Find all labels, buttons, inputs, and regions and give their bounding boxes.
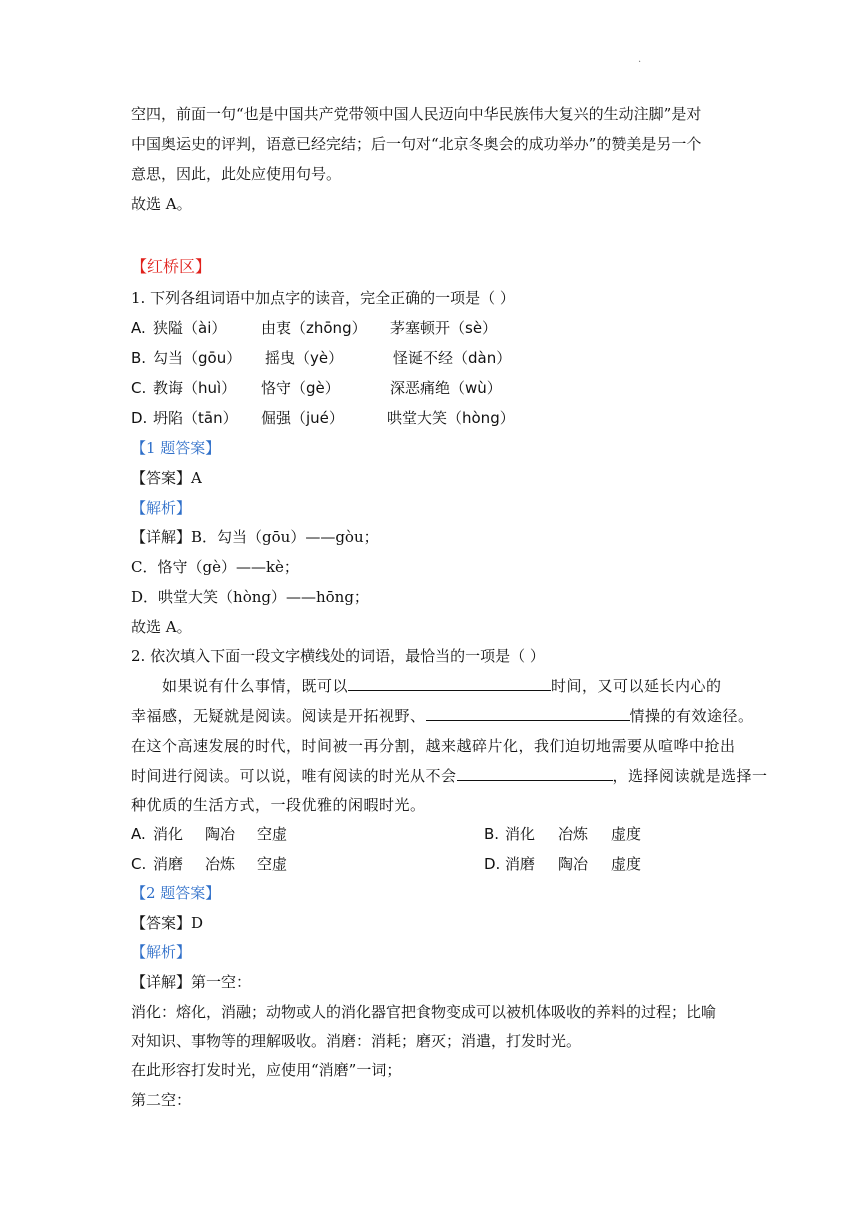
q2-answer: 【答案】D: [131, 914, 204, 932]
option-word-3: 深恶痛绝（wù）: [390, 379, 502, 397]
option-word-2: 倔强（jué）: [261, 409, 344, 427]
q2-option-d: [484, 854, 642, 874]
option-word-3: 茅塞顿开（sè）: [390, 319, 498, 337]
q2-explanation-2: 对知识、事物等的理解吸收。消磨：消耗；磨灭；消遣，打发时光。: [131, 1032, 582, 1050]
q1-detail-3: D．哄堂大笑（hòng）——hōng；: [131, 588, 369, 606]
option-word-1: 消化: [153, 825, 184, 843]
option-letter: D.: [131, 409, 148, 427]
option-word-2: 陶冶: [558, 855, 589, 873]
intro-line-1: 空四，前面一句“也是中国共产党带领中国人民迈向中华民族伟大复兴的生动注脚”是对: [131, 105, 702, 123]
option-letter: D.: [484, 855, 501, 873]
option-word-2: 摇曳（yè）: [265, 349, 344, 367]
header-mark: .: [638, 54, 642, 65]
option-word-2: 冶炼: [558, 825, 589, 843]
option-word-2: 冶炼: [205, 855, 236, 873]
option-word-1: 消化: [505, 825, 536, 843]
option-letter: B.: [484, 825, 500, 843]
q2-passage-line-2: [131, 706, 754, 726]
q2-passage-line-5: 种优质的生活方式，一段优雅的闲暇时光。: [131, 796, 426, 814]
blank-2: [426, 706, 630, 721]
q2-second-blank: 第二空：: [131, 1091, 192, 1109]
option-word-2: 陶冶: [205, 825, 236, 843]
option-word-1: 消磨: [505, 855, 536, 873]
option-word-1: 教诲（huì）: [153, 379, 237, 397]
passage-text: 幸福感，无疑就是阅读。阅读是开拓视野、: [131, 707, 426, 725]
q2-explanation-1: 消化：熔化，消融；动物或人的消化器官把食物变成可以被机体吸收的养料的过程；比喻: [131, 1003, 717, 1021]
option-word-2: 恪守（gè）: [261, 379, 340, 397]
q2-passage-line-1: [162, 676, 722, 696]
q2-answer-tag: 【2 题答案】: [131, 884, 221, 902]
passage-text: 时间，又可以延长内心的: [551, 677, 722, 695]
passage-text: 如果说有什么事情，既可以: [162, 677, 349, 695]
option-letter: C.: [131, 855, 147, 873]
q2-detail-head: 【详解】第一空：: [131, 973, 252, 991]
option-word-3: 虚度: [611, 825, 642, 843]
q1-stem: 1. 下列各组词语中加点字的读音，完全正确的一项是（ ）: [131, 289, 515, 307]
option-word-3: 怪诞不经（dàn）: [393, 349, 512, 367]
q1-answer-tag: 【1 题答案】: [131, 439, 221, 457]
passage-text: 时间进行阅读。可以说，唯有阅读的时光从不会: [131, 767, 457, 785]
q1-option-a: [131, 318, 498, 338]
intro-line-3: 意思，因此，此处应使用句号。: [131, 165, 342, 183]
option-word-3: 虚度: [611, 855, 642, 873]
q2-option-a: [131, 824, 288, 844]
q2-option-b: [484, 824, 642, 844]
option-word-3: 哄堂大笑（hòng）: [387, 409, 515, 427]
q2-passage-line-4: [131, 766, 768, 786]
option-letter: C.: [131, 379, 147, 397]
option-word-1: 狭隘（ài）: [153, 319, 227, 337]
q2-stem: 2. 依次填入下面一段文字横线处的词语，最恰当的一项是（ ）: [131, 647, 545, 665]
option-word-1: 消磨: [153, 855, 184, 873]
q2-passage-line-3: 在这个高速发展的时代，时间被一再分割，越来越碎片化，我们迫切地需要从喧哗中抢出: [131, 737, 736, 755]
q1-conclusion: 故选 A。: [131, 618, 192, 636]
option-word-2: 由衷（zhōng）: [261, 319, 367, 337]
q2-option-c: [131, 854, 288, 874]
section-title: 【红桥区】: [131, 257, 212, 276]
q1-analysis-tag: 【解析】: [131, 499, 192, 517]
q2-analysis-tag: 【解析】: [131, 943, 192, 961]
q1-option-b: [131, 348, 512, 368]
blank-3: [457, 766, 613, 781]
option-letter: A.: [131, 825, 146, 843]
option-letter: A.: [131, 319, 146, 337]
option-word-3: 空虚: [257, 825, 288, 843]
passage-text: 情操的有效途径。: [629, 707, 754, 725]
intro-line-4: 故选 A。: [131, 195, 192, 213]
q1-detail-2: C．恪守（gè）——kè；: [131, 558, 299, 576]
option-word-1: 勾当（gōu）: [153, 349, 242, 367]
q1-answer: 【答案】A: [131, 469, 202, 487]
q1-option-d: [131, 408, 515, 428]
q1-option-c: [131, 378, 502, 398]
option-letter: B.: [131, 349, 147, 367]
option-word-1: 坍陷（tān）: [153, 409, 238, 427]
blank-1: [348, 676, 551, 691]
q2-explanation-3: 在此形容打发时光，应使用“消磨”一词；: [131, 1061, 402, 1079]
intro-line-2: 中国奥运史的评判，语意已经完结；后一句对“北京冬奥会的成功举办”的赞美是另一个: [131, 135, 702, 153]
q1-detail-1: 【详解】B．勾当（gōu）——gòu；: [131, 528, 379, 546]
passage-text: ，选择阅读就是选择一: [612, 767, 768, 785]
option-word-3: 空虚: [257, 855, 288, 873]
